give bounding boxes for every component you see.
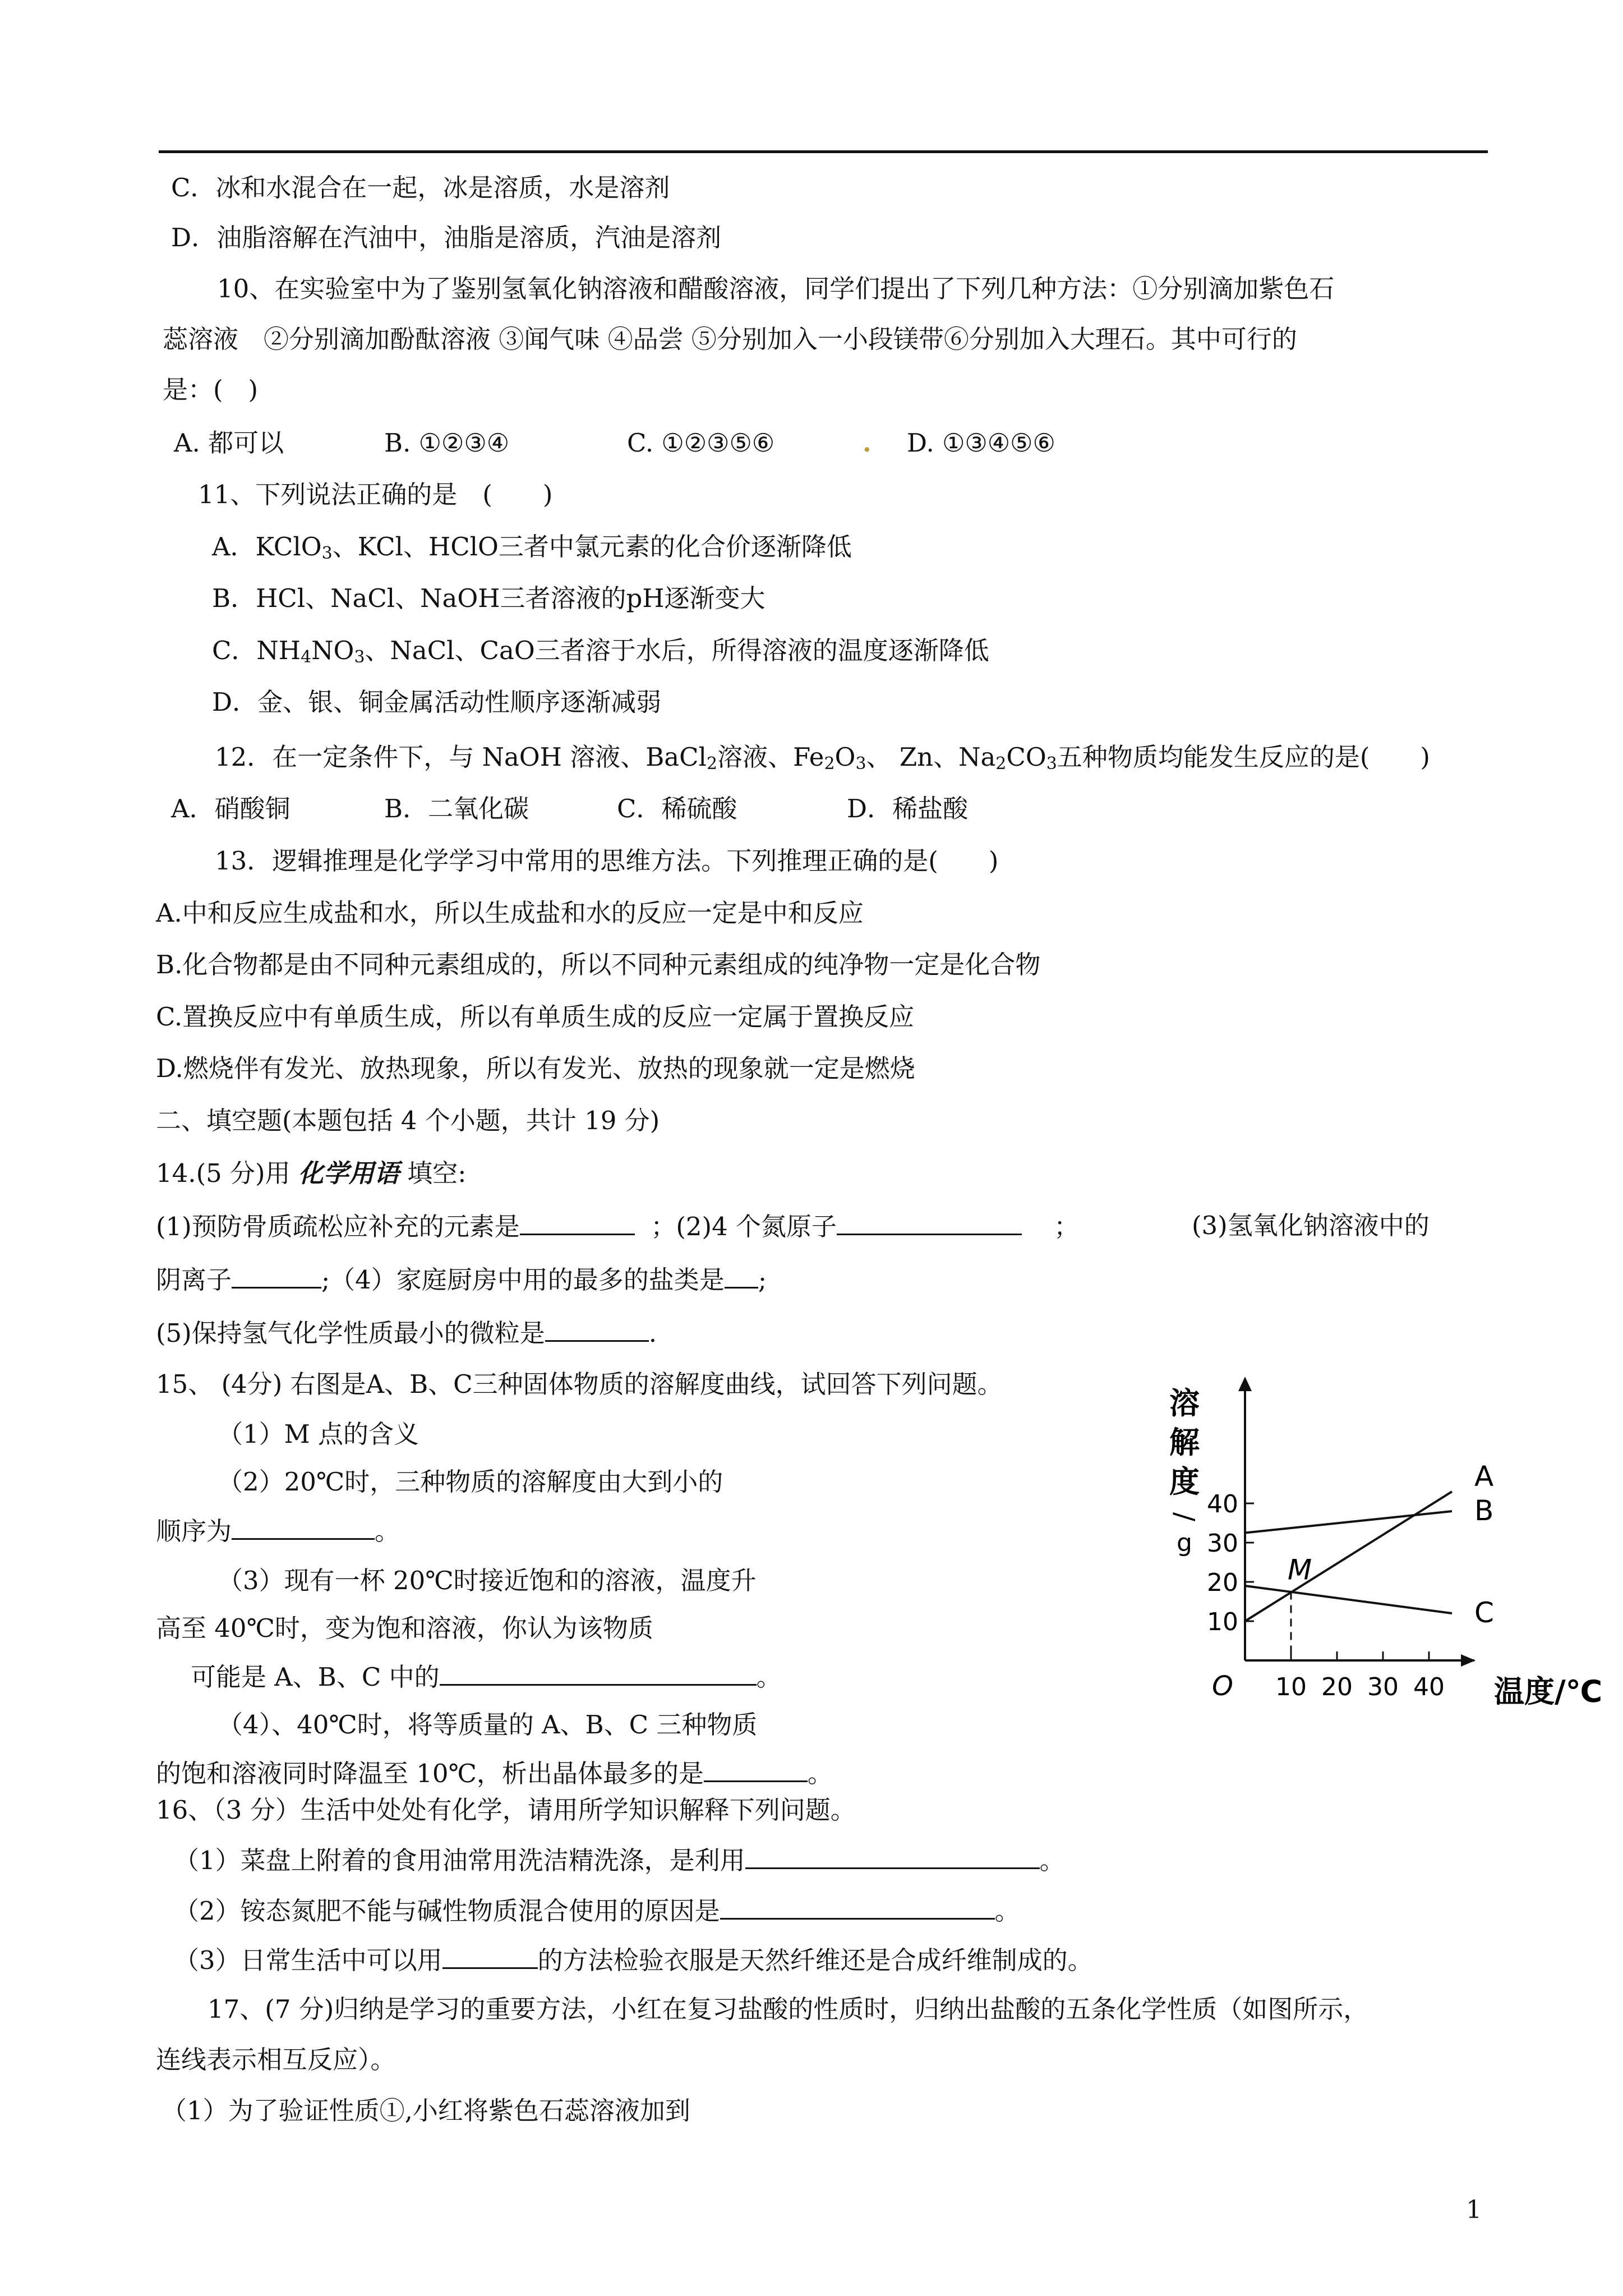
q15-sub3-line1: （3）现有一杯 20℃时接近饱和的溶液，温度升 — [218, 1566, 757, 1595]
answer-blank[interactable] — [725, 1262, 758, 1289]
answer-blank[interactable] — [442, 1943, 538, 1969]
q16-sub2: （2）铵态氮肥不能与碱性物质混合使用的原因是 。 — [174, 1893, 1020, 1928]
y-axis-label-char: 度 — [1169, 1464, 1200, 1499]
q12-option-b: B．二氧化碳 — [384, 794, 529, 823]
q16-sub1: （1）菜盘上附着的食用油常用洗洁精洗涤，是利用 。 — [174, 1843, 1065, 1878]
q17-stem-line2: 连线表示相互反应）。 — [156, 2045, 396, 2074]
q12-option-a: A．硝酸铜 — [171, 794, 291, 823]
series-b-label: B — [1474, 1494, 1494, 1527]
answer-blank[interactable] — [232, 1262, 321, 1289]
q13-option-d: D.燃烧伴有发光、放热现象，所以有发光、放热的现象就一定是燃烧 — [156, 1053, 915, 1083]
q17-stem-line1: 17、(7 分)归纳是学习的重要方法，小红在复习盐酸的性质时，归纳出盐酸的五条化学性质（如图所示， — [208, 1994, 1369, 2024]
answer-blank[interactable] — [837, 1209, 1022, 1235]
q15-stem: 15、 (4分) 右图是A、B、C三种固体物质的溶解度曲线，试回答下列问题。 — [156, 1369, 1003, 1399]
q15-sub3-line2: 高至 40℃时，变为饱和溶液，你认为该物质 — [156, 1613, 653, 1643]
q9-option-c: C．冰和水混合在一起，冰是溶质，水是溶剂 — [171, 173, 670, 203]
q15-sub4-line2: 的饱和溶液同时降温至 10℃，析出晶体最多的是 。 — [156, 1756, 833, 1791]
series-a-label: A — [1474, 1460, 1494, 1493]
answer-blank[interactable] — [704, 1756, 808, 1782]
q10-option-d: D. ①③④⑤⑥ — [907, 428, 1055, 458]
y-axis-arrow — [1238, 1377, 1252, 1391]
q13-stem: 13．逻辑推理是化学学习中常用的思维方法。下列推理正确的是( ) — [215, 846, 999, 876]
q13-option-c: C.置换反应中有单质生成，所以有单质生成的反应一定属于置换反应 — [156, 1002, 915, 1032]
stray-dot: . — [863, 428, 872, 458]
q11-option-d: D．金、银、铜金属活动性顺序逐渐减弱 — [212, 687, 662, 717]
y-tick-label: 10 — [1207, 1608, 1238, 1636]
y-axis-label-char: 溶 — [1169, 1386, 1200, 1421]
q10-option-c: C. ①②③⑤⑥ — [627, 428, 775, 458]
y-axis-label-char: 解 — [1169, 1425, 1200, 1460]
q10-stem-line3: 是：( ) — [163, 375, 259, 404]
y-axis-label-char: / — [1169, 1512, 1200, 1522]
q11-option-a: A．KClO$_3$、KCl、HClO三者中氯元素的化合价逐渐降低 — [212, 532, 852, 563]
q13-option-a: A.中和反应生成盐和水，所以生成盐和水的反应一定是中和反应 — [156, 898, 864, 928]
q15-sub1: （1）M 点的含义 — [218, 1419, 419, 1449]
y-tick-label: 20 — [1207, 1568, 1238, 1597]
q14-line1: (1)预防骨质疏松应补充的元素是 ；(2)4 个氮原子 ； — [156, 1209, 1079, 1244]
series-a-line — [1245, 1492, 1452, 1621]
q15-sub3-line3: 可能是 A、B、C 中的 。 — [191, 1659, 782, 1694]
q10-stem-line1: 10、在实验室中为了鉴别氢氧化钠溶液和醋酸溶液，同学们提出了下列几种方法：①分别滴加紫色石 — [217, 274, 1335, 303]
y-tick-label: 30 — [1207, 1529, 1238, 1558]
q10-stem-line2: 蕊溶液 ②分别滴加酚酞溶液 ③闻气味 ④品尝 ⑤分别加入一小段镁带⑥分别加入大理石。其中可行的 — [163, 324, 1297, 354]
q12-option-c: C．稀硫酸 — [617, 794, 737, 823]
q10-option-b: B. ①②③④ — [384, 428, 510, 458]
q15-sub2-line2: 顺序为 。 — [156, 1513, 400, 1548]
q14-line3: (5)保持氢气化学性质最小的微粒是 . — [156, 1315, 657, 1350]
q10-option-a: A. 都可以 — [174, 428, 284, 458]
q11-option-c: C．$NH_4NO_3$、NaCl、CaO三者溶于水后，所得溶液的温度逐渐降低 — [212, 636, 989, 667]
answer-blank[interactable] — [720, 1893, 995, 1920]
answer-blank[interactable] — [545, 1315, 649, 1342]
x-axis-label: 温度/℃ — [1494, 1674, 1603, 1709]
series-c-label: C — [1474, 1596, 1494, 1629]
origin-label: O — [1212, 1671, 1233, 1702]
series-b-line — [1245, 1511, 1452, 1533]
m-point-label: M — [1288, 1553, 1312, 1586]
q11-option-b: B．HCl、NaCl、NaOH三者溶液的pH逐渐变大 — [212, 583, 766, 613]
q13-option-b: B.化合物都是由不同种元素组成的，所以不同种元素组成的纯净物一定是化合物 — [156, 950, 1041, 979]
x-tick-label: 20 — [1321, 1673, 1353, 1701]
answer-blank[interactable] — [520, 1209, 635, 1235]
q17-sub1: （1）为了验证性质①,小红将紫色石蕊溶液加到 — [162, 2096, 690, 2125]
series-c-line — [1245, 1586, 1452, 1613]
q14-line2: 阴离子 ;（4）家庭厨房中用的最多的盐类是 ; — [156, 1262, 767, 1297]
q9-option-d: D．油脂溶解在汽油中，油脂是溶质，汽油是溶剂 — [171, 223, 722, 252]
q16-sub3: （3）日常生活中可以用 的方法检验衣服是天然纤维还是合成纤维制成的。 — [174, 1943, 1093, 1977]
q11-stem: 11、下列说法正确的是 ( ) — [198, 480, 553, 509]
q12-stem: 12．在一定条件下，与 NaOH 溶液、BaCl$_2$溶液、$Fe_2O_3$、 Zn、$Na_2CO_3$五种物质均能发生反应的是( ) — [215, 742, 1430, 774]
q15-sub2-line1: （2）20℃时，三种物质的溶解度由大到小的 — [218, 1467, 723, 1497]
x-tick-label: 10 — [1275, 1673, 1307, 1701]
section-heading: 二、填空题(本题包括 4 个小题，共计 19 分) — [156, 1106, 660, 1135]
y-tick-label: 40 — [1207, 1490, 1238, 1519]
x-tick-label: 40 — [1413, 1673, 1445, 1701]
q14-stem: 14.(5 分)用 化学用语 填空: — [156, 1158, 467, 1188]
q16-stem: 16、（3 分）生活中处处有化学，请用所学知识解释下列问题。 — [156, 1795, 856, 1825]
q14-line1-end: (3)氢氧化钠溶液中的 — [1192, 1211, 1430, 1240]
solubility-chart — [1150, 1374, 1603, 1739]
x-axis-arrow — [1461, 1654, 1476, 1667]
q12-option-d: D．稀盐酸 — [847, 794, 969, 823]
page-number: 1 — [1466, 2196, 1482, 2224]
header-rule — [159, 150, 1488, 153]
answer-blank[interactable] — [232, 1513, 375, 1540]
x-tick-label: 30 — [1367, 1673, 1399, 1701]
answer-blank[interactable] — [440, 1659, 757, 1686]
y-axis-label-char: g — [1177, 1529, 1192, 1557]
q15-sub4-line1: （4）、40℃时，将等质量的 A、B、C 三种物质 — [218, 1710, 758, 1740]
answer-blank[interactable] — [745, 1843, 1040, 1869]
